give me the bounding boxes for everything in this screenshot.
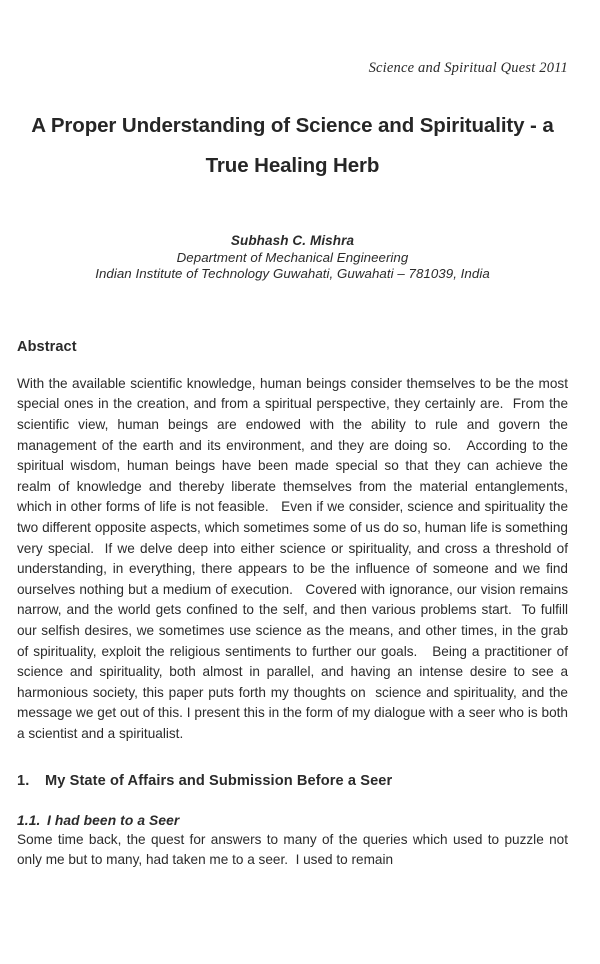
title-line-1: A Proper Understanding of Science and Spirituality - a: [31, 114, 554, 138]
subsection-number-1-1: 1.1.: [17, 812, 41, 828]
running-head: Science and Spiritual Quest 2011: [368, 60, 568, 76]
page-content: [17, 0, 572, 871]
author-department: Department of Mechanical Engineering: [176, 249, 409, 265]
author-block: [17, 233, 568, 283]
subsection-heading-1-1: [17, 813, 568, 828]
abstract-heading: Abstract: [17, 338, 77, 355]
author-name: Subhash C. Mishra: [230, 233, 355, 249]
section-title-1: My State of Affairs and Submission Before a Seer: [45, 772, 393, 789]
subsection-title-1-1: I had been to a Seer: [47, 812, 180, 828]
section-heading-1: [17, 773, 568, 789]
page-title: [17, 77, 568, 186]
title-line-2: True Healing Herb: [205, 154, 380, 178]
abstract-body: With the available scientific knowledge, human beings consider themselves to be the most special ones in the creation, and from a spiritual perspective, they certainly are. From the scientific view, human beings are endowed with the ability to rule and govern the management of the earth and its environment, and they are doing so. According to the spiritual wisdom, human beings have been made special so that they can achieve the realm of knowledge and thereby liberate themselves from the material entanglements, which in other forms of life is not feasible. Even if we consider, science and spirituality the two different opposite aspects, which sometimes some of us do so, human life is something very special. If we delve deep into either science or spirituality, and cross a threshold of understanding, in everything, there appears to be the influence of someone and we find ourselves nothing but a medium of execution. Covered with ignorance, our vision remains narrow, and the world gets confined to the self, and then various problems start. To fulfill our selfish desires, we sometimes use science as the means, and other times, in the grab of spirituality, exploit the religious sentiments to further our goals. Being a practitioner of science and spirituality, both almost in parallel, and having an intense desire to see a harmonious society, this paper puts forth my thoughts on science and spirituality, and the message we get out of this. I present this in the form of my dialogue with a seer who is both a scientist and a spiritualist.: [17, 375, 572, 741]
subsection-body-1-1: Some time back, the quest for answers to many of the queries which used to puzzle not only me but to many, had taken me to a seer. I used to remain: [17, 831, 572, 868]
section-number-1: 1.: [17, 772, 30, 789]
author-institution: Indian Institute of Technology Guwahati, Guwahati – 781039, India: [95, 266, 490, 282]
